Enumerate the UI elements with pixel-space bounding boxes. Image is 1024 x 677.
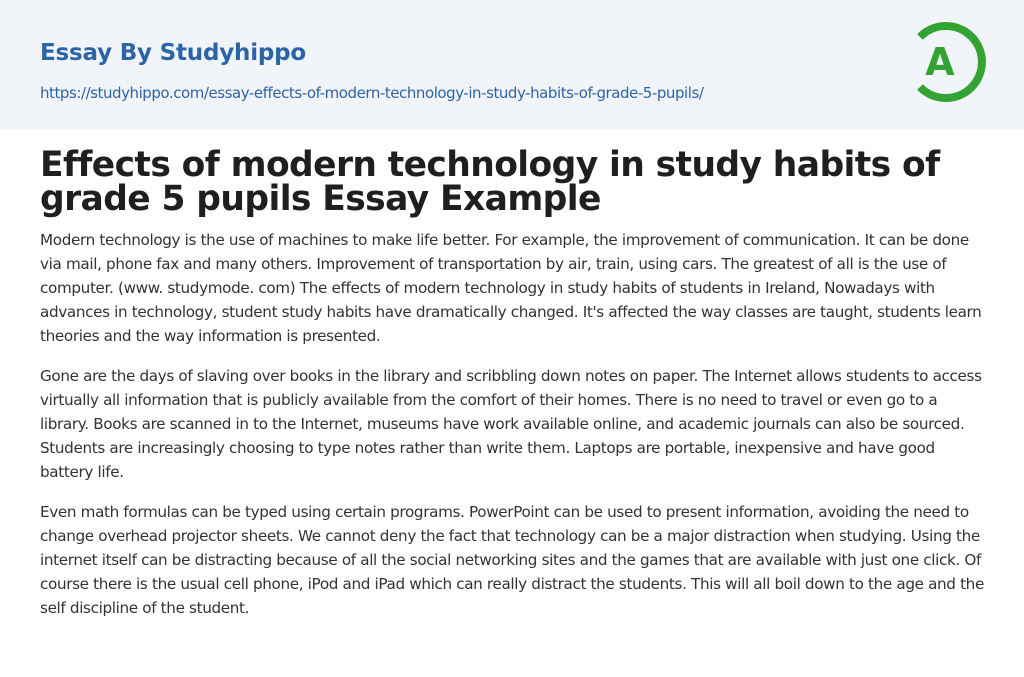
essay-body bbox=[40, 228, 988, 636]
essay-paragraph: Even math formulas can be typed using certain programs. PowerPoint can be used to present information, avoiding the need to change overhead projector sheets. We cannot deny the fact that technology can be a major distraction when studying. Using the internet itself can be distracting because of all the social networking sites and the games that are available with just one click. Of course there is the usual cell phone, iPod and iPad which can really distract the students. This will all boil down to the age and the self discipline of the student. bbox=[40, 503, 984, 617]
essay-paragraph: Gone are the days of slaving over books in the library and scribbling down notes on paper. The Internet allows students to access virtually all information that is publicly available from the comfort of their homes. There is no need to travel or even go to a library. Books are scanned in to the Internet, museums have work available online, and academic journals can also be sourced. Students are increasingly choosing to type notes rather than write them. Laptops are portable, inexpensive and have good battery life. bbox=[40, 367, 982, 481]
essay-paragraph: Modern technology is the use of machines to make life better. For example, the improvement of communication. It can be done via mail, phone fax and many others. Improvement of transportation by air, train, using cars. The greatest of all is the use of computer. (www. studymode. com) The effects of modern technology in study habits of students in Ireland, Nowadays with advances in technology, student study habits have dramatically changed. It's affected the way classes are taught, students learn theories and the way information is presented. bbox=[40, 231, 982, 345]
logo-letter: A bbox=[925, 40, 955, 84]
site-brand[interactable]: Essay By Studyhippo bbox=[40, 40, 307, 66]
source-url-link[interactable]: https://studyhippo.com/essay-effects-of-modern-technology-in-study-habits-of-grade-5-pupils/ bbox=[40, 84, 704, 102]
page-title: Effects of modern technology in study habits of grade 5 pupils Essay Example bbox=[40, 145, 940, 219]
